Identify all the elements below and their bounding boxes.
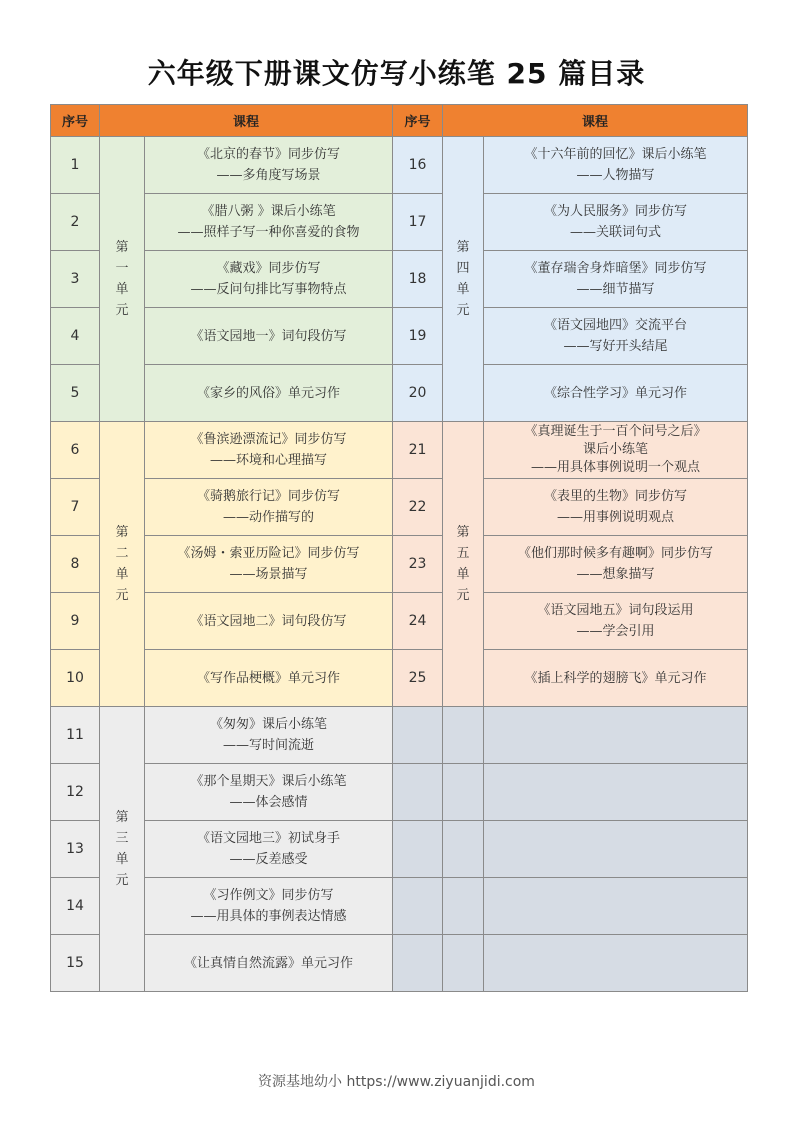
row-number: 7 bbox=[51, 479, 100, 536]
course-line: 《语文园地五》词句段运用 bbox=[537, 603, 694, 618]
row-number: 9 bbox=[51, 593, 100, 650]
course-cell bbox=[145, 308, 393, 365]
unit-label-char: 单 bbox=[115, 852, 129, 867]
course-line: ——细节描写 bbox=[576, 282, 655, 297]
row-number: 25 bbox=[393, 650, 443, 707]
row-number: 10 bbox=[51, 650, 100, 707]
course-line: 《语文园地三》初试身手 bbox=[197, 831, 341, 846]
unit-label-char: 单 bbox=[456, 567, 470, 582]
course-line: ——环境和心理描写 bbox=[210, 453, 328, 468]
empty-number-cell bbox=[393, 707, 443, 764]
course-line: 《综合性学习》单元习作 bbox=[544, 385, 688, 401]
course-line: 《北京的春节》同步仿写 bbox=[197, 147, 341, 162]
table-row bbox=[51, 137, 748, 194]
row-number: 20 bbox=[393, 365, 443, 422]
course-line: 《十六年前的回忆》课后小练笔 bbox=[524, 147, 707, 162]
row-number: 17 bbox=[393, 194, 443, 251]
unit-label-char: 四 bbox=[456, 261, 470, 276]
empty-course-cell bbox=[484, 878, 748, 935]
unit-label-u3 bbox=[100, 707, 145, 992]
row-number: 22 bbox=[393, 479, 443, 536]
unit-label-char: 第 bbox=[115, 240, 129, 255]
unit-label-char: 单 bbox=[115, 282, 129, 297]
course-line: ——动作描写的 bbox=[223, 510, 315, 525]
catalog-table bbox=[50, 104, 748, 992]
row-number: 2 bbox=[51, 194, 100, 251]
unit-label-char: 单 bbox=[456, 282, 470, 297]
course-line: ——照样子写一种你喜爱的食物 bbox=[177, 225, 360, 240]
course-line: ——人物描写 bbox=[576, 168, 655, 183]
course-cell bbox=[145, 650, 393, 707]
table-row bbox=[51, 821, 748, 878]
empty-unit-cell bbox=[443, 878, 484, 935]
course-line: 《表里的生物》同步仿写 bbox=[544, 489, 688, 504]
unit-label-char: 第 bbox=[456, 525, 470, 540]
course-line: ——反差感受 bbox=[229, 852, 308, 867]
table-row bbox=[51, 878, 748, 935]
empty-course-cell bbox=[484, 821, 748, 878]
table-row bbox=[51, 707, 748, 764]
course-line: 《那个星期天》课后小练笔 bbox=[190, 774, 347, 789]
course-cell bbox=[145, 479, 393, 536]
course-line: 《藏戏》同步仿写 bbox=[216, 261, 321, 276]
unit-label-char: 二 bbox=[115, 546, 129, 561]
empty-course-cell bbox=[484, 935, 748, 992]
course-line: 《匆匆》课后小练笔 bbox=[210, 717, 328, 732]
unit-label-char: 第 bbox=[456, 240, 470, 255]
course-cell bbox=[484, 536, 748, 593]
unit-label-char: 第 bbox=[115, 525, 129, 540]
course-cell bbox=[145, 251, 393, 308]
table-row bbox=[51, 194, 748, 251]
empty-unit-cell bbox=[443, 707, 484, 764]
unit-label-char: 五 bbox=[456, 546, 470, 561]
row-number: 1 bbox=[51, 137, 100, 194]
course-cell bbox=[145, 365, 393, 422]
course-line: ——体会感情 bbox=[229, 795, 308, 810]
course-line: ——用具体事例说明一个观点 bbox=[531, 460, 701, 475]
course-cell bbox=[484, 479, 748, 536]
unit-label-char: 元 bbox=[456, 303, 470, 318]
course-line: 课后小练笔 bbox=[583, 442, 649, 457]
table-row bbox=[51, 422, 748, 479]
row-number: 11 bbox=[51, 707, 100, 764]
empty-unit-cell bbox=[443, 935, 484, 992]
course-line: 《插上科学的翅膀飞》单元习作 bbox=[524, 670, 707, 686]
empty-course-cell bbox=[484, 707, 748, 764]
row-number: 4 bbox=[51, 308, 100, 365]
row-number: 8 bbox=[51, 536, 100, 593]
course-cell bbox=[145, 194, 393, 251]
table-row bbox=[51, 251, 748, 308]
unit-label-char: 元 bbox=[115, 873, 129, 888]
row-number: 3 bbox=[51, 251, 100, 308]
course-line: 《语文园地一》词句段仿写 bbox=[190, 328, 347, 344]
unit-label-u4 bbox=[443, 137, 484, 422]
course-cell bbox=[484, 593, 748, 650]
course-line: ——关联词句式 bbox=[570, 225, 662, 240]
course-cell bbox=[484, 194, 748, 251]
course-line: ——写好开头结尾 bbox=[563, 339, 668, 354]
course-line: ——反问句排比写事物特点 bbox=[190, 282, 347, 297]
course-line: 《鲁滨逊漂流记》同步仿写 bbox=[190, 432, 347, 447]
course-cell bbox=[484, 422, 748, 479]
course-line: 《为人民服务》同步仿写 bbox=[544, 204, 688, 219]
unit-label-u1 bbox=[100, 137, 145, 422]
footer-watermark: 资源基地幼小 https://www.ziyuanjidi.com bbox=[258, 1074, 535, 1090]
row-number: 12 bbox=[51, 764, 100, 821]
table-row bbox=[51, 479, 748, 536]
course-line: ——想象描写 bbox=[576, 567, 655, 582]
header-row bbox=[51, 105, 748, 137]
empty-number-cell bbox=[393, 821, 443, 878]
course-line: 《习作例文》同步仿写 bbox=[203, 888, 334, 903]
course-cell bbox=[145, 137, 393, 194]
course-line: 《语文园地四》交流平台 bbox=[544, 318, 688, 333]
empty-number-cell bbox=[393, 935, 443, 992]
course-cell bbox=[145, 878, 393, 935]
empty-number-cell bbox=[393, 764, 443, 821]
row-number: 24 bbox=[393, 593, 443, 650]
course-cell bbox=[484, 251, 748, 308]
empty-unit-cell bbox=[443, 821, 484, 878]
unit-label-char: 第 bbox=[115, 810, 129, 825]
course-cell bbox=[145, 821, 393, 878]
course-cell bbox=[145, 764, 393, 821]
row-number: 6 bbox=[51, 422, 100, 479]
unit-label-char: 元 bbox=[115, 303, 129, 318]
course-line: 《真理诞生于一百个问号之后》 bbox=[524, 424, 707, 439]
course-line: 《腊八粥 》课后小练笔 bbox=[201, 204, 336, 219]
course-cell bbox=[484, 137, 748, 194]
row-number: 19 bbox=[393, 308, 443, 365]
unit-label-u5 bbox=[443, 422, 484, 707]
course-line: ——用具体的事例表达情感 bbox=[190, 909, 347, 924]
row-number: 5 bbox=[51, 365, 100, 422]
unit-label-char: 三 bbox=[115, 831, 129, 846]
course-line: ——多角度写场景 bbox=[216, 168, 321, 183]
row-number: 21 bbox=[393, 422, 443, 479]
table-row bbox=[51, 764, 748, 821]
header-num-left: 序号 bbox=[51, 105, 100, 137]
course-line: 《骑鹅旅行记》同步仿写 bbox=[197, 489, 341, 504]
table-row bbox=[51, 593, 748, 650]
header-course-right: 课程 bbox=[443, 105, 748, 137]
course-line: 《语文园地二》词句段仿写 bbox=[190, 613, 347, 629]
unit-label-char: 元 bbox=[115, 588, 129, 603]
header-course-left: 课程 bbox=[100, 105, 393, 137]
course-cell bbox=[484, 650, 748, 707]
course-cell bbox=[145, 935, 393, 992]
page-title: 六年级下册课文仿写小练笔 25 篇目录 bbox=[147, 57, 646, 90]
course-line: ——写时间流逝 bbox=[223, 738, 315, 753]
row-number: 13 bbox=[51, 821, 100, 878]
unit-label-char: 一 bbox=[115, 261, 129, 276]
unit-label-char: 单 bbox=[115, 567, 129, 582]
course-cell bbox=[145, 422, 393, 479]
unit-label-u2 bbox=[100, 422, 145, 707]
row-number: 15 bbox=[51, 935, 100, 992]
row-number: 14 bbox=[51, 878, 100, 935]
row-number: 18 bbox=[393, 251, 443, 308]
course-cell bbox=[145, 707, 393, 764]
course-line: 《他们那时候多有趣啊》同步仿写 bbox=[518, 546, 714, 561]
empty-number-cell bbox=[393, 878, 443, 935]
course-line: 《写作品梗概》单元习作 bbox=[197, 670, 341, 686]
empty-unit-cell bbox=[443, 764, 484, 821]
course-line: 《让真情自然流露》单元习作 bbox=[184, 955, 354, 971]
course-line: 《家乡的风俗》单元习作 bbox=[197, 385, 341, 401]
header-num-right: 序号 bbox=[393, 105, 443, 137]
course-line: 《汤姆・索亚历险记》同步仿写 bbox=[177, 546, 360, 561]
course-line: ——用事例说明观点 bbox=[557, 510, 675, 525]
row-number: 23 bbox=[393, 536, 443, 593]
table-row bbox=[51, 650, 748, 707]
course-cell bbox=[484, 308, 748, 365]
table-row bbox=[51, 935, 748, 992]
course-line: ——学会引用 bbox=[576, 624, 655, 639]
course-line: 《董存瑞舍身炸暗堡》同步仿写 bbox=[524, 261, 707, 276]
row-number: 16 bbox=[393, 137, 443, 194]
table-row bbox=[51, 308, 748, 365]
course-cell bbox=[145, 593, 393, 650]
course-cell bbox=[484, 365, 748, 422]
table-row bbox=[51, 365, 748, 422]
course-cell bbox=[145, 536, 393, 593]
table-row bbox=[51, 536, 748, 593]
empty-course-cell bbox=[484, 764, 748, 821]
unit-label-char: 元 bbox=[456, 588, 470, 603]
course-line: ——场景描写 bbox=[229, 567, 308, 582]
